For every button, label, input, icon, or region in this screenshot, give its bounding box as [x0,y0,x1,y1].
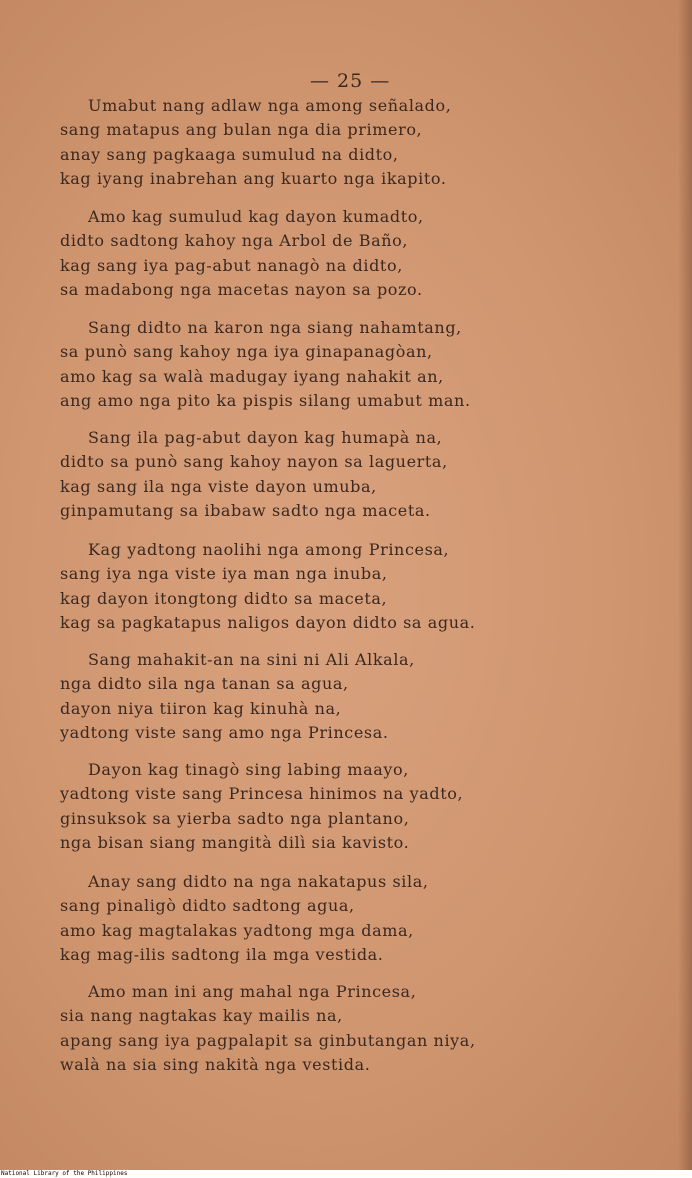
stanza-line: didto sadtong kahoy nga Arbol de Baño, [60,231,409,251]
stanza-line: nga didto sila nga tanan sa agua, [60,674,349,694]
stanza-line: dayon niya tiiron kag kinuhà na, [60,698,342,718]
stanza-line: walà na sia sing nakità nga vestida. [60,1054,371,1074]
stanza-line: sia nang nagtakas kay mailis na, [60,1006,343,1026]
stanza-2 [60,205,660,302]
stanza-line: amo kag magtalakas yadtong mga dama, [60,920,414,940]
stanza-line: Sang didto na karon nga siang nahamtang, [88,318,462,337]
stanza-line: Sang mahakit-an na sini ni Ali Alkala, [88,650,415,669]
stanza-line: ginsuksok sa yierba sadto nga plantano, [60,808,410,828]
stanza-5 [60,538,660,635]
library-credit: National Library of the Philippines [1,1170,128,1177]
stanza-line: nga bisan siang mangità dilì sia kavisto. [60,832,410,852]
stanza-line: sa madabong nga macetas nayon sa pozo. [60,279,423,299]
stanza-line: ginpamutang sa ibabaw sadto nga maceta. [60,500,431,520]
stanza-1 [60,94,660,191]
stanza-line: amo kag sa walà madugay iyang nahakit an, [60,366,444,386]
stanza-line: sang pinaligò didto sadtong agua, [60,896,355,916]
stanza-line: Umabut nang adlaw nga among señalado, [88,96,452,115]
stanza-line: kag sa pagkatapus naligos dayon didto sa agua. [60,612,476,632]
stanza-line: yadtong viste sang amo nga Princesa. [60,722,389,742]
stanza-line: didto sa punò sang kahoy nayon sa laguerta, [60,452,448,472]
stanza-line: kag mag-ilis sadtong ila mga vestida. [60,944,384,964]
stanza-line: Amo kag sumulud kag dayon kumadto, [88,207,424,226]
stanza-line: kag iyang inabrehan ang kuarto nga ikapito. [60,168,447,188]
stanza-7 [60,758,660,855]
stanza-9 [60,980,660,1077]
stanza-line: yadtong viste sang Princesa hinimos na yadto, [60,784,464,804]
stanza-line: sa punò sang kahoy nga iya ginapanagòan, [60,342,433,362]
page-number: — 25 — [310,70,391,92]
stanza-line: Amo man ini ang mahal nga Princesa, [88,982,417,1001]
stanza-line: anay sang pagkaaga sumulud na didto, [60,144,399,164]
stanza-line: apang sang iya pagpalapit sa ginbutangan niya, [60,1030,476,1050]
stanza-6 [60,648,660,745]
stanza-line: sang matapus ang bulan nga dia primero, [60,120,423,140]
stanza-line: Dayon kag tinagò sing labing maayo, [88,760,409,779]
stanza-3 [60,316,660,413]
stanza-line: sang iya nga viste iya man nga inuba, [60,564,388,584]
stanza-line: kag sang ila nga viste dayon umuba, [60,476,377,496]
stanza-4 [60,426,660,523]
stanza-line: Anay sang didto na nga nakatapus sila, [88,872,429,891]
stanza-line: Sang ila pag-abut dayon kag humapà na, [88,428,443,447]
page-edge-shadow [678,0,692,1170]
stanza-line: kag dayon itongtong didto sa maceta, [60,588,388,608]
stanza-line: kag sang iya pag-abut nanagò na didto, [60,255,403,275]
stanza-line: Kag yadtong naolihi nga among Princesa, [88,540,450,559]
stanza-line: ang amo nga pito ka pispis silang umabut man. [60,390,471,410]
stanza-8 [60,870,660,967]
